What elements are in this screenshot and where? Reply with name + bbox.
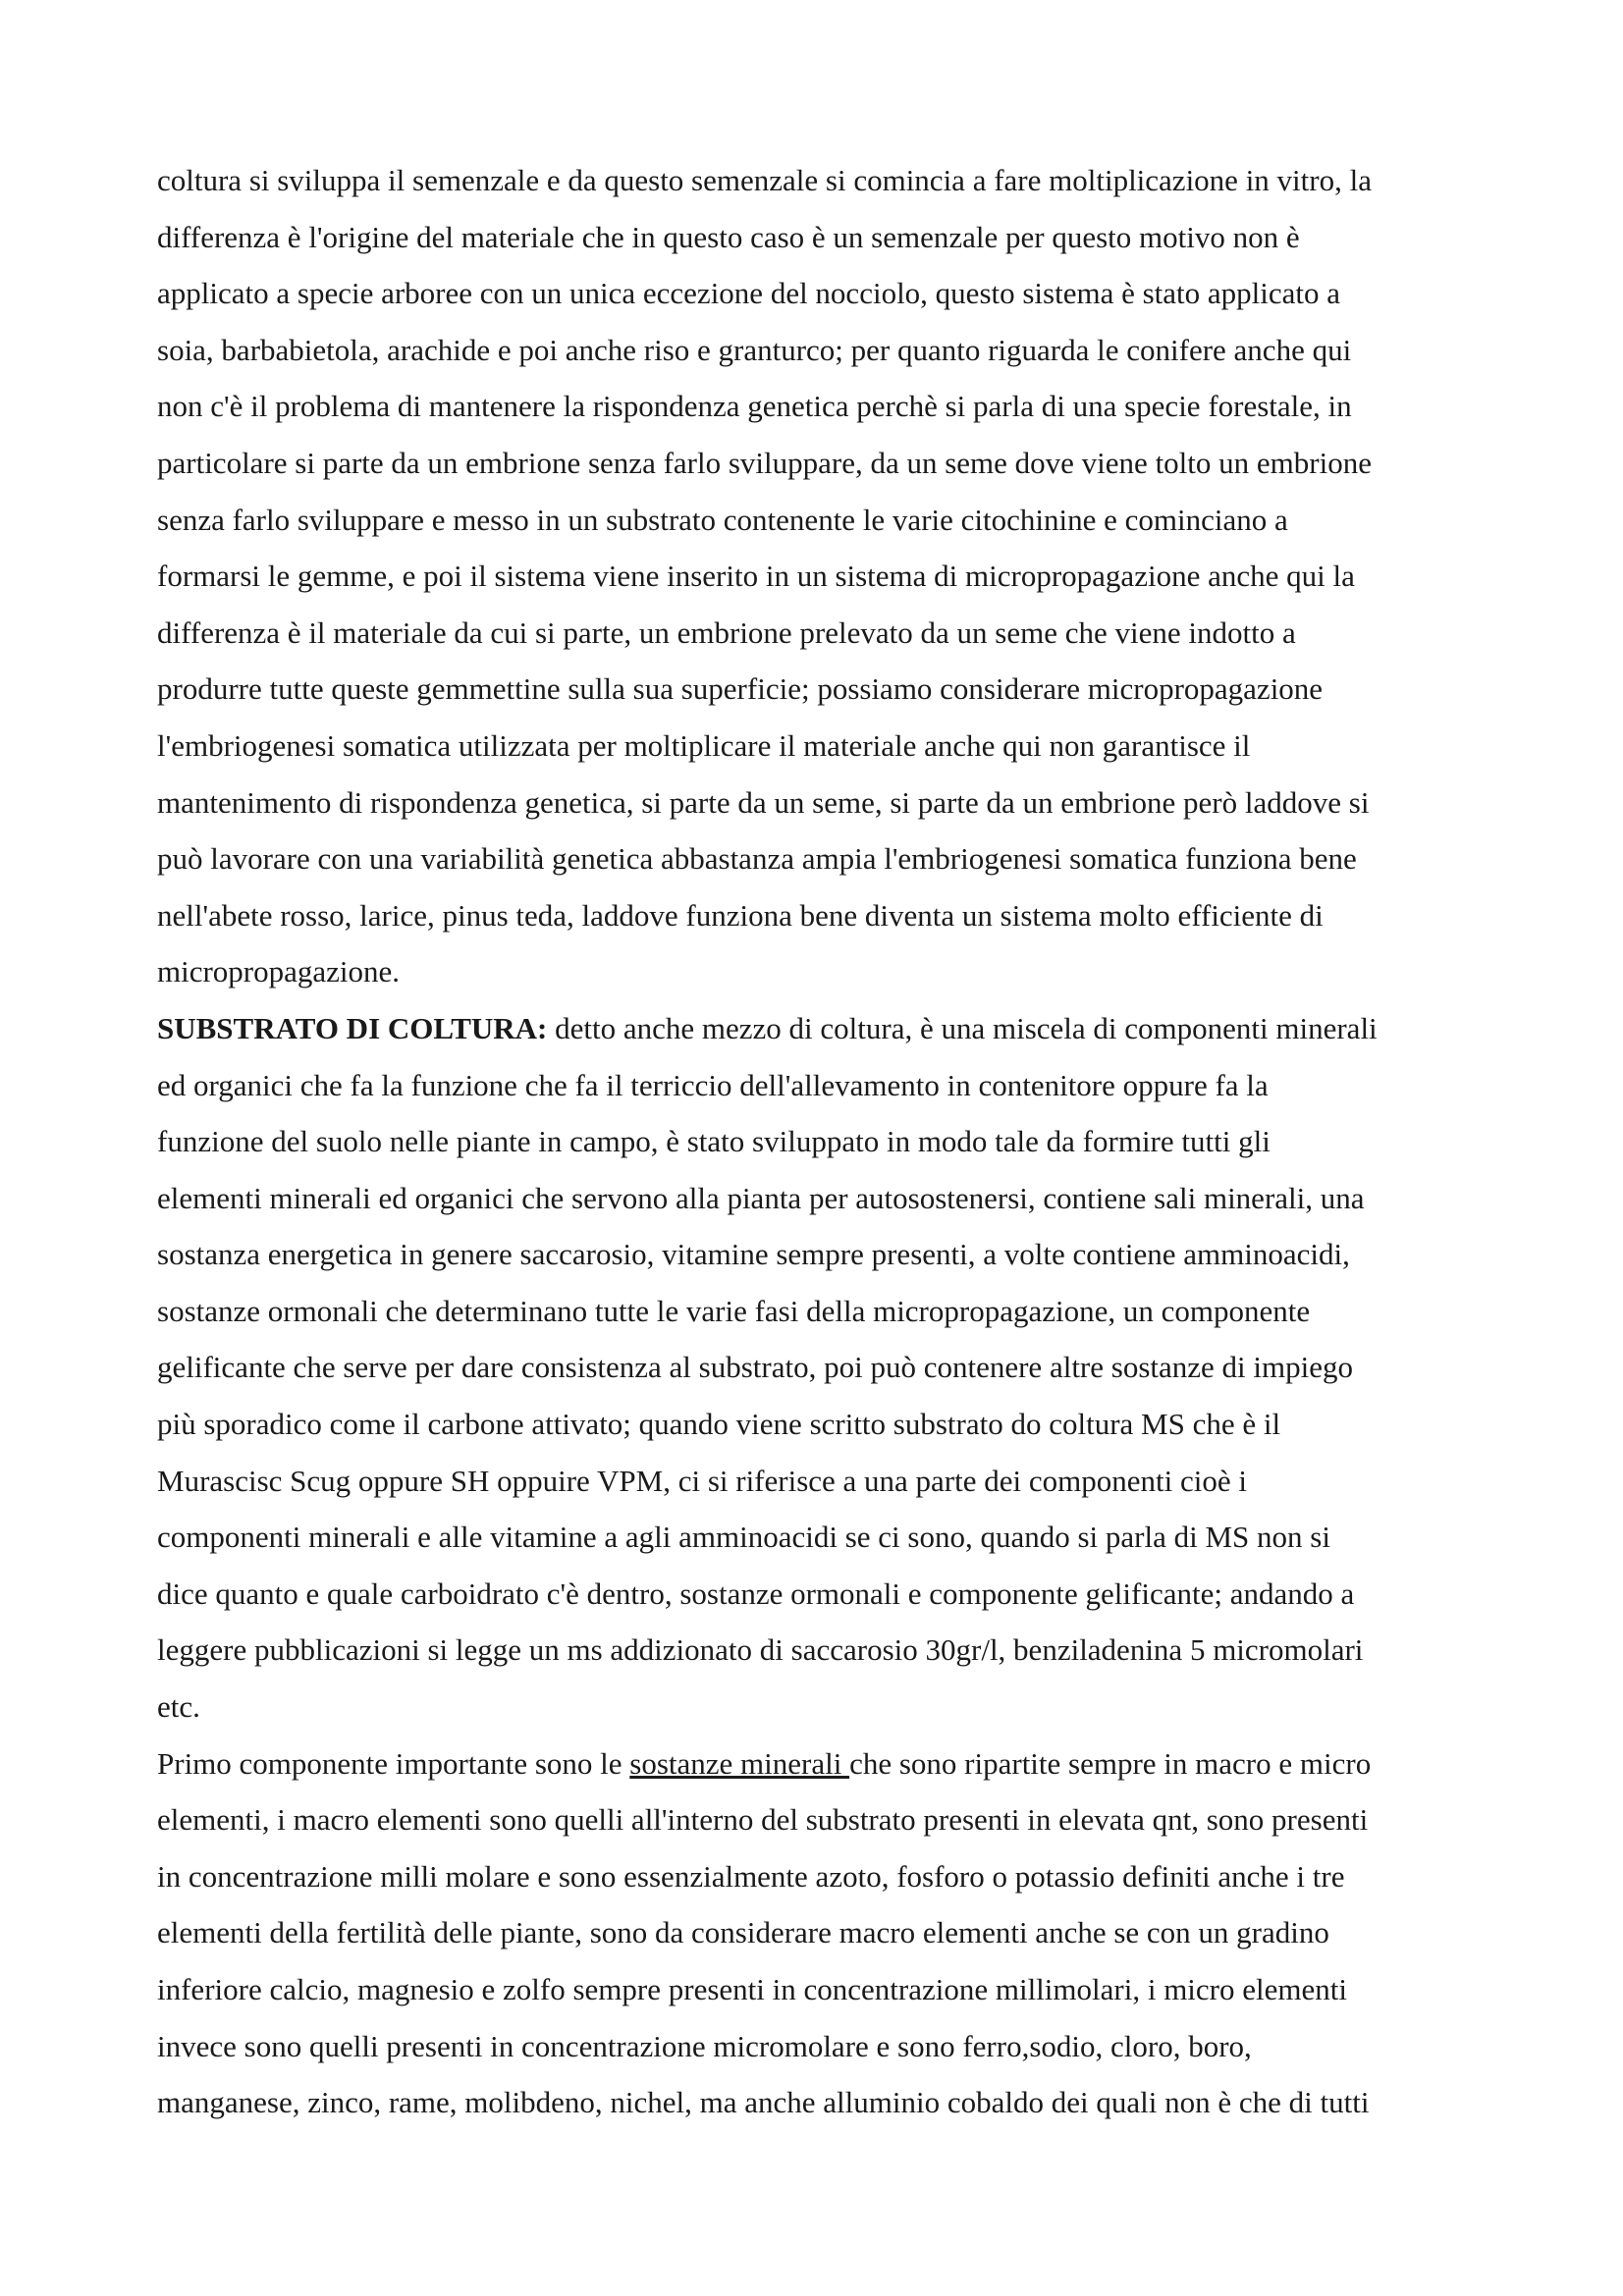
text-line: l'embriogenesi somatica utilizzata per moltiplicare il materiale anche qui non garantisce il	[157, 727, 1251, 763]
text-line: leggere pubblicazioni si legge un ms addizionato di saccarosio 30gr/l, benziladenina 5 micromolari	[157, 1632, 1364, 1668]
paragraph-substrato-di-coltura	[157, 1000, 1483, 1735]
paragraph-embryo-micropropagation	[157, 152, 1483, 1000]
text-line: Murascisc Scug oppure SH oppuire VPM, ci si riferisce a una parte dei componenti cioè i	[157, 1463, 1247, 1498]
heading-line-text: detto anche mezzo di coltura, è una miscela di componenti minerali	[547, 1010, 1378, 1045]
text-line: nell'abete rosso, larice, pinus teda, laddove funziona bene diventa un sistema molto efficiente di	[157, 897, 1324, 933]
line-start-text: Primo componente importante sono le	[157, 1745, 630, 1781]
text-line: soia, barbabietola, arachide e poi anche riso e granturco; per quanto riguarda le conifere anche qui	[157, 332, 1352, 367]
text-line: manganese, zinco, rame, molibdeno, nichel, ma anche alluminio cobaldo dei quali non è che di tutti	[157, 2085, 1370, 2120]
text-line: elementi della fertilità delle piante, sono da considerare macro elementi anche se con un gradino	[157, 1915, 1329, 1950]
text-line: formarsi le gemme, e poi il sistema viene inserito in un sistema di micropropagazione anche qui la	[157, 559, 1355, 594]
text-line-with-heading	[157, 1000, 1483, 1057]
text-line: gelificante che serve per dare consistenza al substrato, poi può contenere altre sostanze di impiego	[157, 1350, 1353, 1385]
text-line: può lavorare con una variabilità genetica abbastanza ampia l'embriogenesi somatica funziona bene	[157, 841, 1357, 877]
text-line: più sporadico come il carbone attivato; quando viene scritto substrato do coltura MS che è il	[157, 1407, 1281, 1442]
text-line: senza farlo sviluppare e messo in un substrato contenente le varie citochinine e cominciano a	[157, 502, 1288, 537]
text-line: micropropagazione.	[157, 954, 401, 989]
text-line: elementi, i macro elementi sono quelli all'interno del substrato presenti in elevata qnt, sono presenti	[157, 1802, 1369, 1838]
text-line: sostanze ormonali che determinano tutte le varie fasi della micropropagazione, un componente	[157, 1293, 1311, 1328]
text-line: etc.	[157, 1689, 200, 1725]
text-line: applicato a specie arboree con un unica eccezione del nocciolo, questo sistema è stato applicato a	[157, 276, 1341, 311]
text-line: dice quanto e quale carboidrato c'è dentro, sostanze ormonali e componente gelificante; andando a	[157, 1575, 1355, 1611]
text-line: mantenimento di rispondenza genetica, si parte da un seme, si parte da un embrione però laddove si	[157, 784, 1370, 820]
text-line: ed organici che fa la funzione che fa il terriccio dell'allevamento in contenitore oppure fa la	[157, 1067, 1269, 1102]
text-line: in concentrazione milli molare e sono essenzialmente azoto, fosforo o potassio definiti anche i tre	[157, 1858, 1345, 1894]
text-line: invece sono quelli presenti in concentrazione micromolare e sono ferro,sodio, cloro, boro,	[157, 2028, 1252, 2063]
text-line: differenza è il materiale da cui si parte, un embrione prelevato da un seme che viene indotto a	[157, 614, 1296, 650]
text-line: funzione del suolo nelle piante in campo, è stato sviluppato in modo tale da formire tutti gli	[157, 1124, 1271, 1159]
document-body	[157, 152, 1483, 2131]
line-rest-text: che sono ripartite sempre in macro e micro	[849, 1745, 1372, 1781]
text-line: differenza è l'origine del materiale che in questo caso è un semenzale per questo motivo non è	[157, 219, 1300, 254]
text-line: sostanza energetica in genere saccarosio, vitamine sempre presenti, a volte contiene amminoacidi,	[157, 1237, 1350, 1272]
text-line: elementi minerali ed organici che servono alla pianta per autosostenersi, contiene sali minerali, una	[157, 1180, 1365, 1215]
paragraph-sostanze-minerali	[157, 1735, 1483, 2131]
text-line: componenti minerali e alle vitamine a agli amminoacidi se ci sono, quando si parla di MS non si	[157, 1520, 1330, 1555]
section-heading: SUBSTRATO DI COLTURA:	[157, 1010, 548, 1045]
text-line: inferiore calcio, magnesio e zolfo sempre presenti in concentrazione millimolari, i micro elementi	[157, 1972, 1347, 2006]
text-line: coltura si sviluppa il semenzale e da questo semenzale si comincia a fare moltiplicazione in vitro, la	[157, 163, 1372, 197]
text-line-with-underline	[157, 1735, 1483, 1792]
text-line: produrre tutte queste gemmettine sulla sua superficie; possiamo considerare micropropagazione	[157, 671, 1324, 707]
text-line: particolare si parte da un embrione senza farlo sviluppare, da un seme dove viene tolto un embrione	[157, 445, 1372, 480]
underlined-term: sostanze minerali	[629, 1745, 850, 1781]
text-line: non c'è il problema di mantenere la rispondenza genetica perchè si parla di una specie forestale, in	[157, 389, 1352, 424]
